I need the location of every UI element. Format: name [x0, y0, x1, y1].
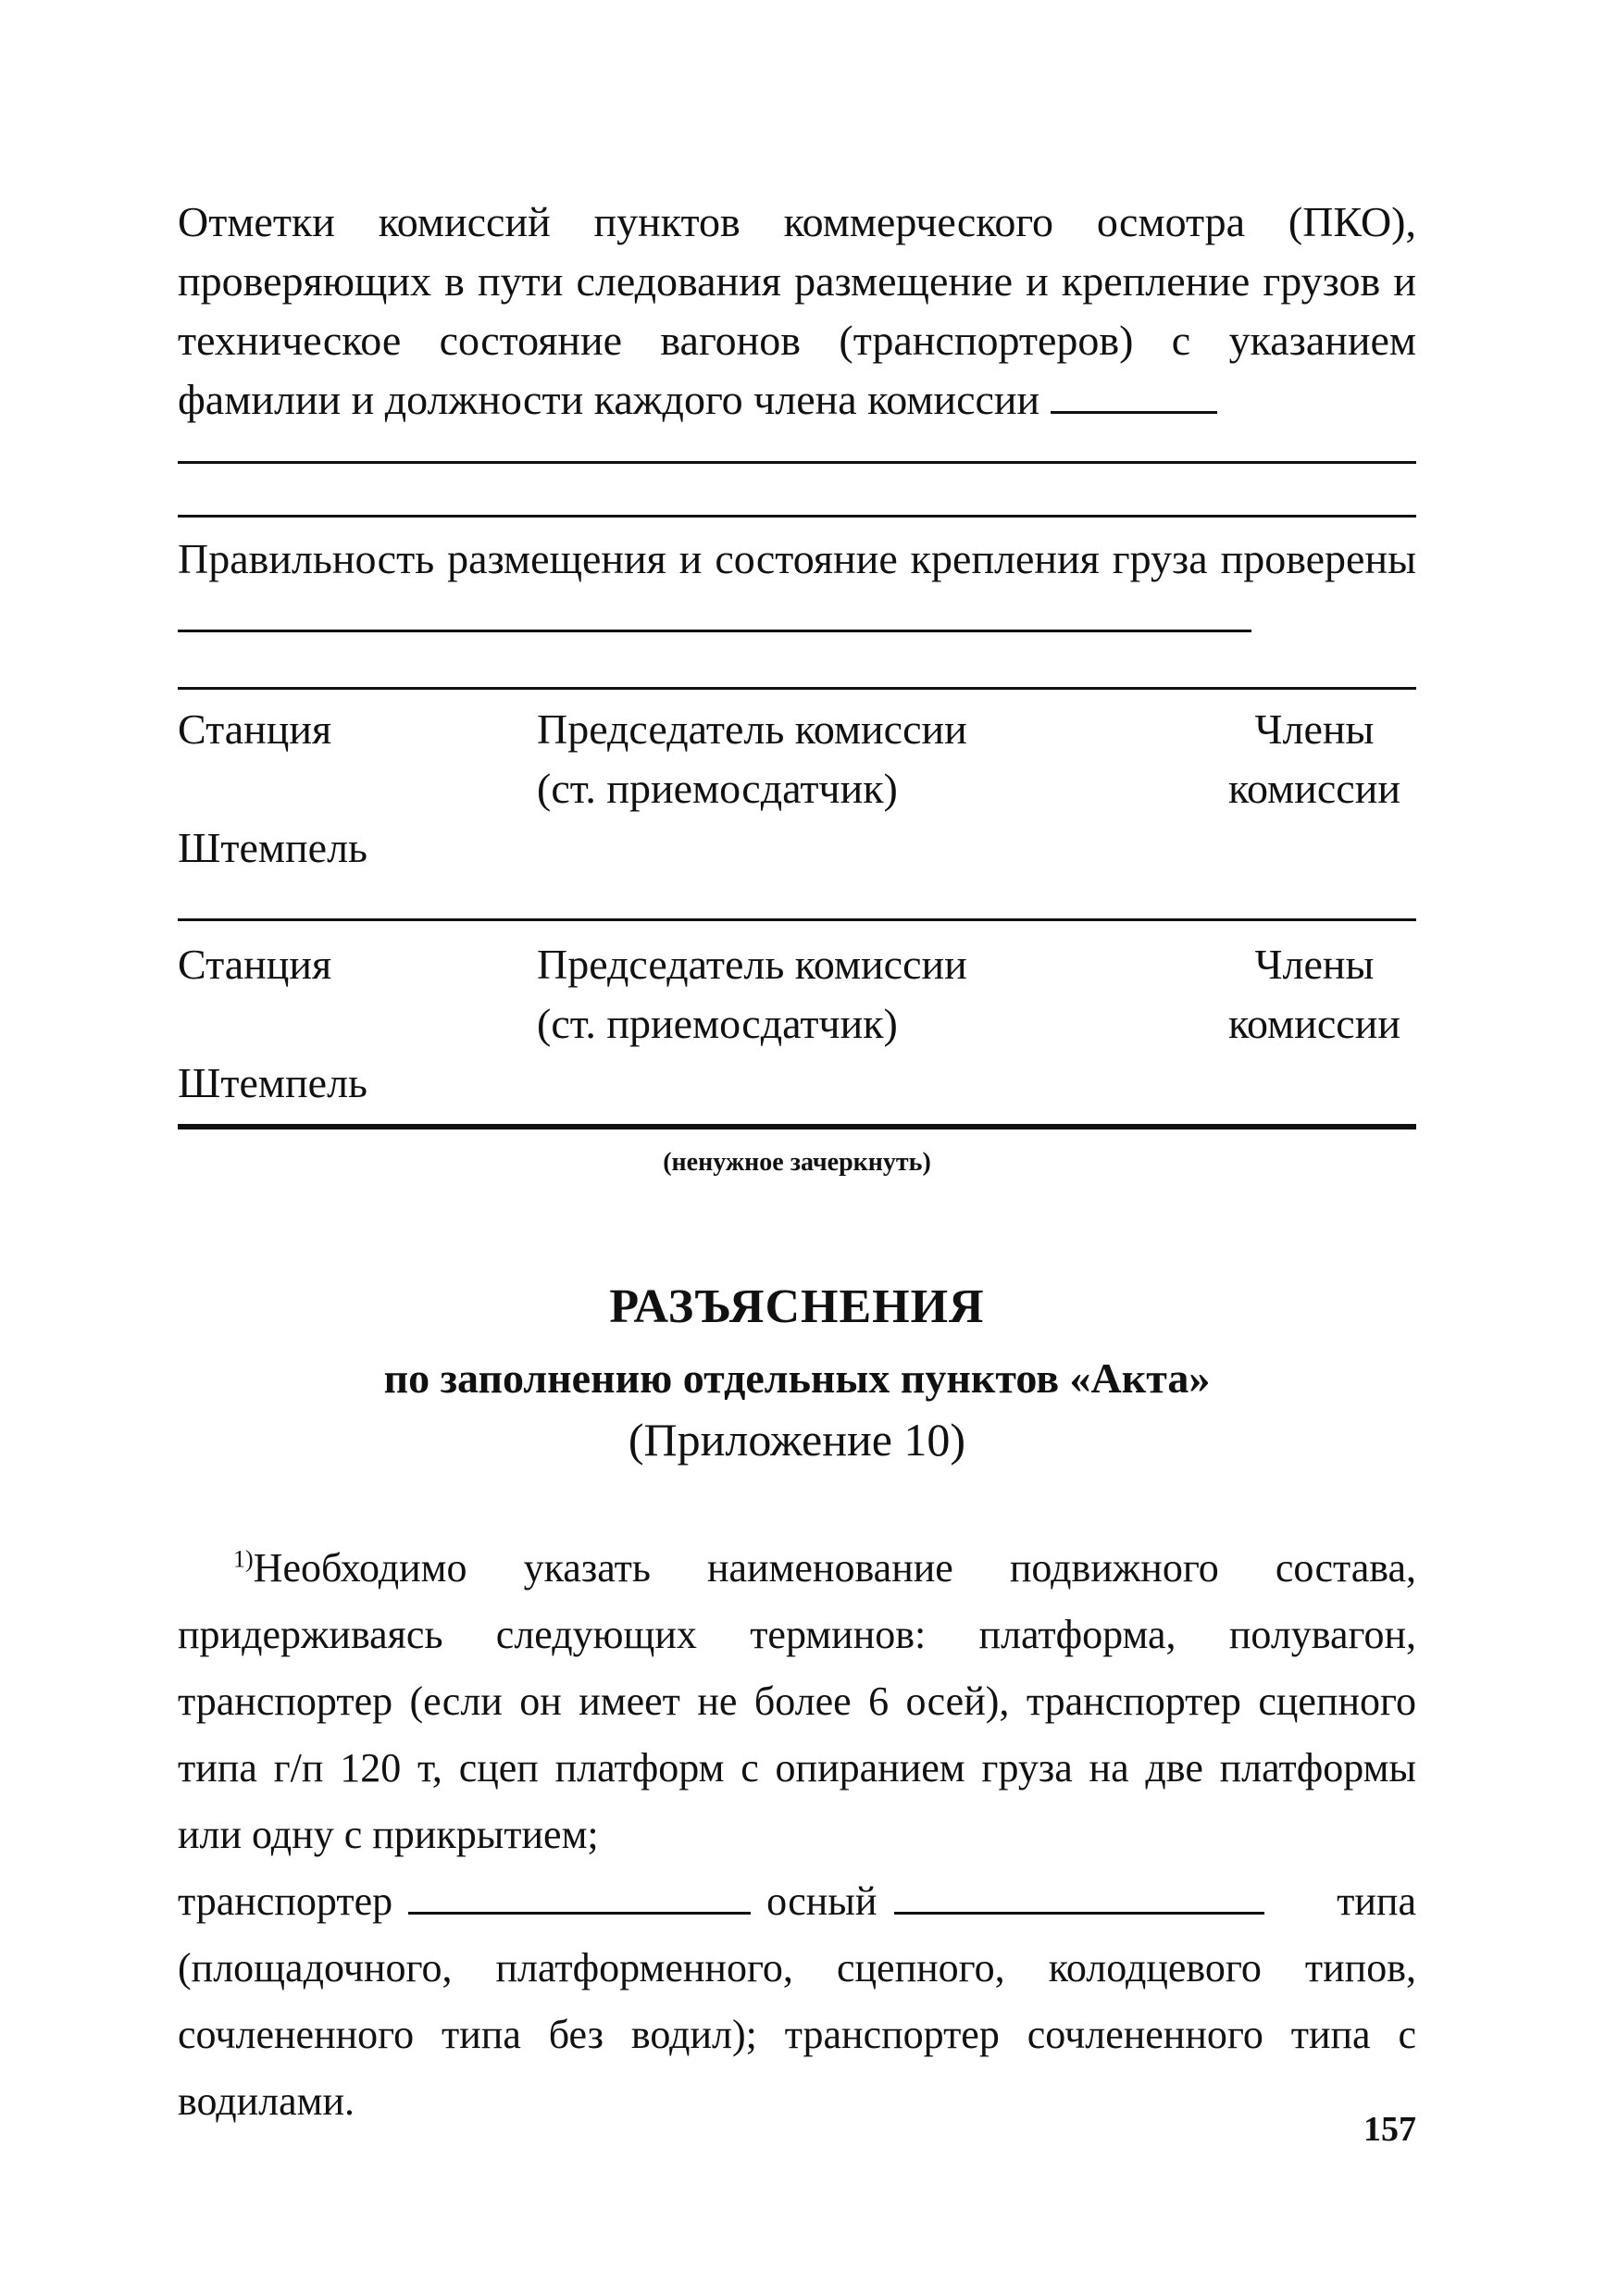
strike-note: (ненужное зачеркнуть) — [663, 1148, 931, 1177]
explanation-text-1: Необходимо указать наименование подвижного состава, придерживаясь следующих терминов: платформа, полувагон, транспортер (если он имеет не более 6 осей), транспортер сцепного типа г/п 120 т, сцеп платформ с опиранием груза на две платформы или одну с прикрытием; — [178, 1545, 1416, 1857]
explanations-title: РАЗЪЯСНЕНИЯ — [609, 1280, 985, 1333]
transporter-line — [178, 1868, 1416, 1935]
transporter-fill-line — [408, 1875, 751, 1915]
fill-line — [178, 461, 1416, 464]
axle-fill-line — [894, 1875, 1264, 1915]
members-sub-label: комиссии — [1228, 765, 1400, 812]
stamp-label: Штемпель — [178, 1059, 368, 1106]
page-number: 157 — [1363, 2110, 1416, 2149]
explanation-paragraph-1 — [178, 1535, 1416, 1868]
station-label: Станция — [178, 705, 332, 753]
station-label: Станция — [178, 941, 332, 988]
check-text: Правильность размещения и состояние крепления груза проверены — [178, 535, 1416, 582]
axle-word: осный — [766, 1878, 877, 1924]
members-label: Члены — [1254, 941, 1375, 988]
pko-marks-text: Отметки комиссий пунктов коммерческого осмотра (ПКО), проверяющих в пути следования размещение и крепление грузов и техническое состояние вагонов (транспортеров) с указанием фамилии и должности каждого члена комиссии — [178, 198, 1416, 423]
explanations-subtitle: по заполнению отдельных пунктов «Акта» — [383, 1354, 1211, 1402]
footnote-mark: 1) — [233, 1545, 254, 1573]
chairman-label: Председатель комиссии — [537, 705, 967, 753]
pko-marks-fill-line — [1051, 374, 1217, 414]
fill-line — [178, 687, 1416, 690]
transporter-word: транспортер — [178, 1878, 393, 1924]
members-sub-label: комиссии — [1228, 1000, 1400, 1047]
explanation-text-2: (площадочного, платформенного, сцепного, колодцевого типов, сочлененного типа без водил); транспортер сочлененного типа с водилами. — [178, 1945, 1416, 2124]
pko-marks-paragraph — [178, 193, 1416, 430]
check-paragraph — [178, 530, 1416, 648]
check-fill-line — [178, 593, 1251, 632]
members-label: Члены — [1254, 705, 1375, 753]
chairman-label: Председатель комиссии — [537, 941, 967, 988]
fill-line — [178, 515, 1416, 518]
row-divider — [178, 918, 1416, 921]
chairman-sub-label: (ст. приемосдатчик) — [537, 1000, 898, 1047]
explanation-paragraph-2 — [178, 1935, 1416, 2135]
chairman-sub-label: (ст. приемосдатчик) — [537, 765, 898, 812]
type-word: типа — [1337, 1878, 1416, 1924]
appendix-reference: (Приложение 10) — [628, 1414, 966, 1466]
closing-rule — [178, 1124, 1416, 1129]
stamp-label: Штемпель — [178, 824, 368, 871]
